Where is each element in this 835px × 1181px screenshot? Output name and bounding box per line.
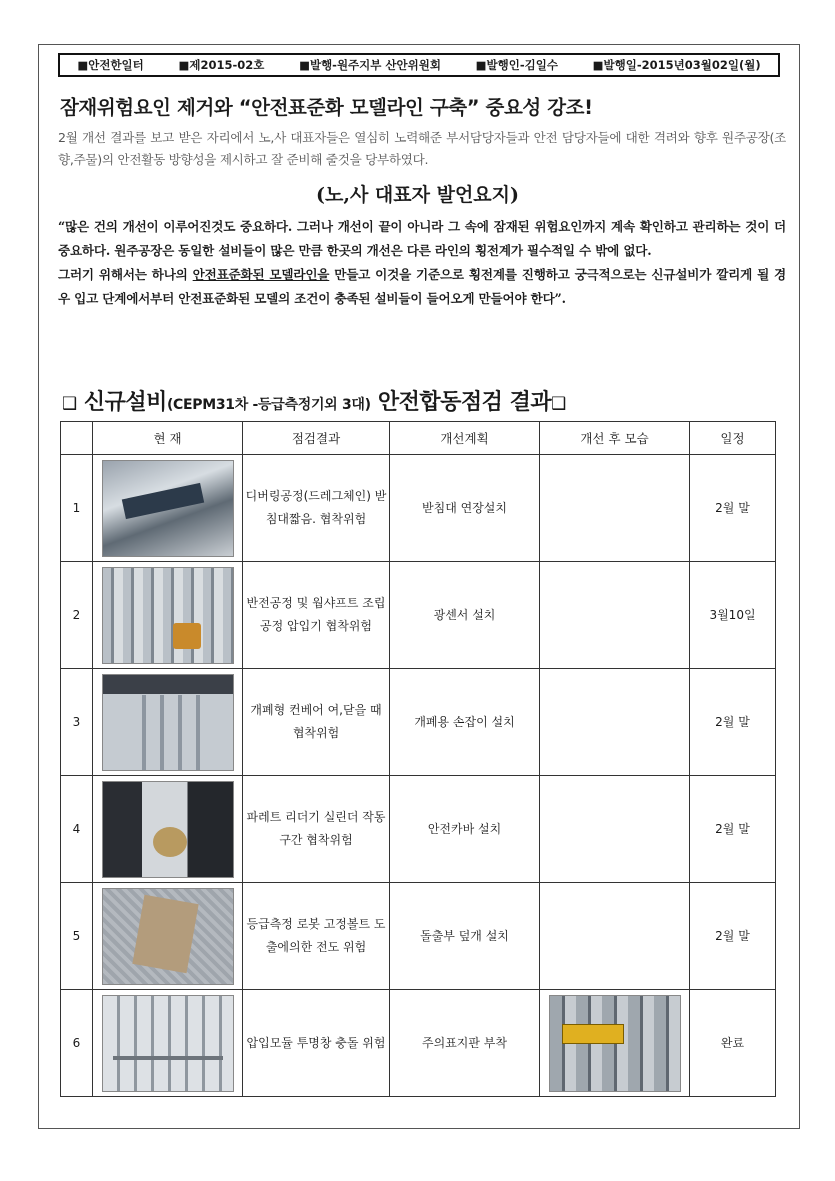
plan-cell: 광센서 설치: [390, 562, 540, 669]
current-photo: [102, 781, 234, 878]
schedule-cell: 완료: [690, 990, 776, 1097]
headline: 잠재위험요인 제거와 “안전표준화 모델라인 구축” 중요성 강조!: [60, 96, 593, 119]
quote-text: 만들고 이것을 기준으로 횡전계를 진행하고 궁극적으로는 신규설비가 깔리게 될 경우 입고 단계에서부터 안전표준화된 모델의 조건이 충족된 설비들이 들어오게 만들어야 한다”.: [58, 267, 786, 306]
table-row: [61, 990, 776, 1097]
column-header-schedule: 일정: [690, 422, 776, 455]
result-cell: 등급측정 로봇 고정볼트 도출에의한 전도 위험: [243, 883, 390, 990]
section-title-main: 신규설비: [83, 390, 167, 415]
after-photo-cell: [540, 883, 690, 990]
column-header-plan: 개선계획: [390, 422, 540, 455]
after-photo-cell: [540, 990, 690, 1097]
schedule-cell: 2월 말: [690, 455, 776, 562]
plan-cell: 받침대 연장설치: [390, 455, 540, 562]
checkbox-icon: ❑: [62, 394, 77, 414]
current-photo-cell: [93, 455, 243, 562]
result-cell: 압입모듈 투명창 충돌 위험: [243, 990, 390, 1097]
table-row: [61, 776, 776, 883]
current-photo-cell: [93, 669, 243, 776]
after-photo-cell: [540, 562, 690, 669]
current-photo-cell: [93, 776, 243, 883]
table-row: [61, 883, 776, 990]
section-title-sub: (CEPM31차 -등급측정기외 3대): [166, 397, 371, 413]
quote-underlined-text: 안전표준화된 모델라인을: [192, 267, 330, 282]
table-row: [61, 669, 776, 776]
result-cell: 반전공정 및 웜샤프트 조립공정 압입기 협착위험: [243, 562, 390, 669]
after-photo-cell: [540, 455, 690, 562]
intro-paragraph: 2월 개선 결과를 보고 받은 자리에서 노,사 대표자들은 열심히 노력해준 부서담당자들과 안전 담당자들에 대한 격려와 향후 원주공장(조향,주물)의 안전활동 방향성을 제시하고 잘 준비해 줄것을 당부하였다.: [58, 130, 786, 167]
after-photo-cell: [540, 776, 690, 883]
quote-text: 그러기 위해서는 하나의: [58, 267, 193, 282]
column-header-after: 개선 후 모습: [540, 422, 690, 455]
current-photo: [102, 888, 234, 985]
schedule-cell: 2월 말: [690, 669, 776, 776]
current-photo: [102, 567, 234, 664]
section-title: [62, 385, 792, 416]
table-header-row: [61, 422, 776, 455]
plan-cell: 돌출부 덮개 설치: [390, 883, 540, 990]
result-cell: 파레트 리더기 실린더 작동구간 협착위험: [243, 776, 390, 883]
section-title-tail: 안전합동점검 결과: [370, 390, 552, 415]
quote-paragraph-2: [58, 263, 786, 311]
schedule-cell: 3월10일: [690, 562, 776, 669]
quote-paragraph-1: “많은 건의 개선이 이루어진것도 중요하다. 그러나 개선이 끝이 아니라 그 속에 잠재된 위험요인까지 계속 확인하고 관리하는 것이 더 중요하다. 원주공장은 동일한 설비들이 많은 만큼 한곳의 개선은 다른 라인의 횡전계가 필수적일 수 밖에 없다.: [58, 219, 786, 258]
current-photo: [102, 995, 234, 1092]
inspection-table: [60, 421, 776, 1097]
plan-cell: 안전카바 설치: [390, 776, 540, 883]
newsletter-header: [58, 53, 780, 77]
plan-cell: 주의표지판 부착: [390, 990, 540, 1097]
header-publisher: ■발행-원주지부 산안위원회: [299, 58, 441, 72]
column-header-number: [61, 422, 93, 455]
row-number: 4: [61, 776, 93, 883]
header-issuer: ■발행인-김일수: [475, 58, 558, 72]
header-date: ■발행일-2015년03월02일(월): [592, 58, 761, 72]
after-photo-cell: [540, 669, 690, 776]
current-photo-cell: [93, 562, 243, 669]
row-number: 6: [61, 990, 93, 1097]
row-number: 1: [61, 455, 93, 562]
table-row: [61, 562, 776, 669]
header-newsletter-name: ■안전한일터: [77, 58, 144, 72]
quote-block: [58, 215, 786, 311]
row-number: 5: [61, 883, 93, 990]
header-issue-number: ■제2015-02호: [178, 58, 265, 72]
current-photo-cell: [93, 883, 243, 990]
result-cell: 개폐형 컨베어 여,닫을 때 협착위험: [243, 669, 390, 776]
current-photo: [102, 460, 234, 557]
after-photo: [549, 995, 681, 1092]
checkbox-icon: ❑: [551, 394, 566, 414]
result-cell: 디버링공정(드레그체인) 받침대짧음. 협착위험: [243, 455, 390, 562]
current-photo: [102, 674, 234, 771]
row-number: 3: [61, 669, 93, 776]
subheading: (노,사 대표자 발언요지): [315, 184, 519, 206]
column-header-result: 점검결과: [243, 422, 390, 455]
current-photo-cell: [93, 990, 243, 1097]
plan-cell: 개폐용 손잡이 설치: [390, 669, 540, 776]
column-header-current: 현 재: [93, 422, 243, 455]
row-number: 2: [61, 562, 93, 669]
schedule-cell: 2월 말: [690, 776, 776, 883]
table-row: [61, 455, 776, 562]
schedule-cell: 2월 말: [690, 883, 776, 990]
